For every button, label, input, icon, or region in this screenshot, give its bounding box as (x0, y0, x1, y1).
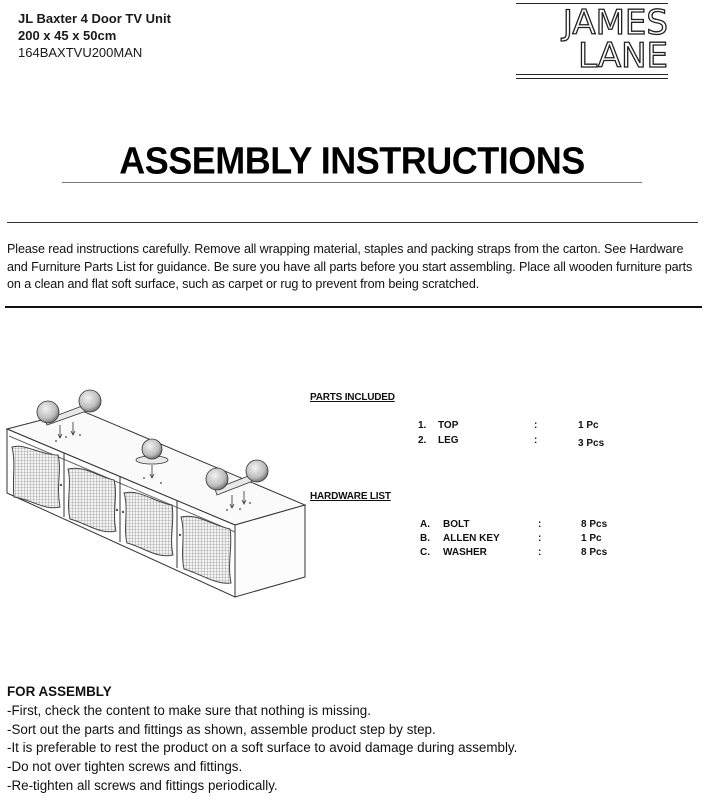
item-name: WASHER (443, 547, 487, 558)
brand-logo (516, 0, 668, 80)
assembly-step: -First, check the content to make sure that nothing is missing. (7, 702, 371, 718)
item-separator: : (538, 547, 542, 558)
item-qty: 8 Pcs (581, 519, 608, 530)
product-dimensions: 200 x 45 x 50cm (18, 28, 117, 43)
item-index: 2. (418, 435, 427, 446)
assembly-step: -Sort out the parts and fittings as shown, assemble product step by step. (7, 721, 436, 737)
assembly-heading: FOR ASSEMBLY (7, 684, 112, 699)
product-header (18, 10, 171, 61)
parts-list-item (418, 420, 618, 434)
hardware-list-item (420, 547, 620, 561)
item-qty: 8 Pcs (581, 547, 608, 558)
title-underline (62, 182, 642, 183)
logo-rule-bottom (516, 74, 668, 79)
brand-word-1: JAMES (562, 3, 668, 43)
item-name: BOLT (443, 519, 470, 530)
item-index: B. (420, 533, 430, 544)
item-qty: 3 Pcs (578, 438, 605, 449)
item-qty: 1 Pc (578, 420, 599, 431)
item-index: A. (420, 519, 430, 530)
assembly-step: -It is preferable to rest the product on a soft surface to avoid damage during assembly. (7, 740, 518, 756)
assembly-step: -Do not over tighten screws and fittings. (7, 759, 243, 775)
assembly-step: -Re-tighten all screws and fittings periodically. (7, 777, 278, 793)
item-name: ALLEN KEY (443, 533, 500, 544)
parts-included-heading: PARTS INCLUDED (310, 392, 395, 403)
item-separator: : (534, 435, 538, 446)
hardware-list-item (420, 519, 620, 533)
hardware-list-heading: HARDWARE LIST (310, 491, 391, 502)
product-name: JL Baxter 4 Door TV Unit (18, 11, 171, 26)
item-qty: 1 Pc (581, 533, 602, 544)
item-index: 1. (418, 420, 427, 431)
page-title: ASSEMBLY INSTRUCTIONS (119, 138, 585, 182)
item-separator: : (538, 533, 542, 544)
hardware-list-item (420, 533, 620, 547)
item-index: C. (420, 547, 430, 558)
tv-unit-diagram-icon (0, 385, 310, 605)
item-name: TOP (438, 420, 459, 431)
divider-thick (5, 306, 702, 308)
item-separator: : (534, 420, 538, 431)
product-sku: 164BAXTVU200MAN (18, 45, 143, 60)
assembly-notes (7, 683, 517, 796)
divider-thin (7, 222, 698, 223)
item-separator: : (538, 519, 542, 530)
parts-list-item (418, 435, 618, 449)
item-name: LEG (438, 435, 459, 446)
intro-paragraph: Please read instructions carefully. Remove all wrapping material, staples and packing straps from the carton. See Hardware and Furniture Parts List for guidance. Be sure you have all parts before you start assembling. Place all wooden furniture parts on a clean and flat soft surface, such as carpet or rug to prevent from being scratched. (7, 242, 693, 291)
brand-word-2: LANE (578, 36, 668, 76)
